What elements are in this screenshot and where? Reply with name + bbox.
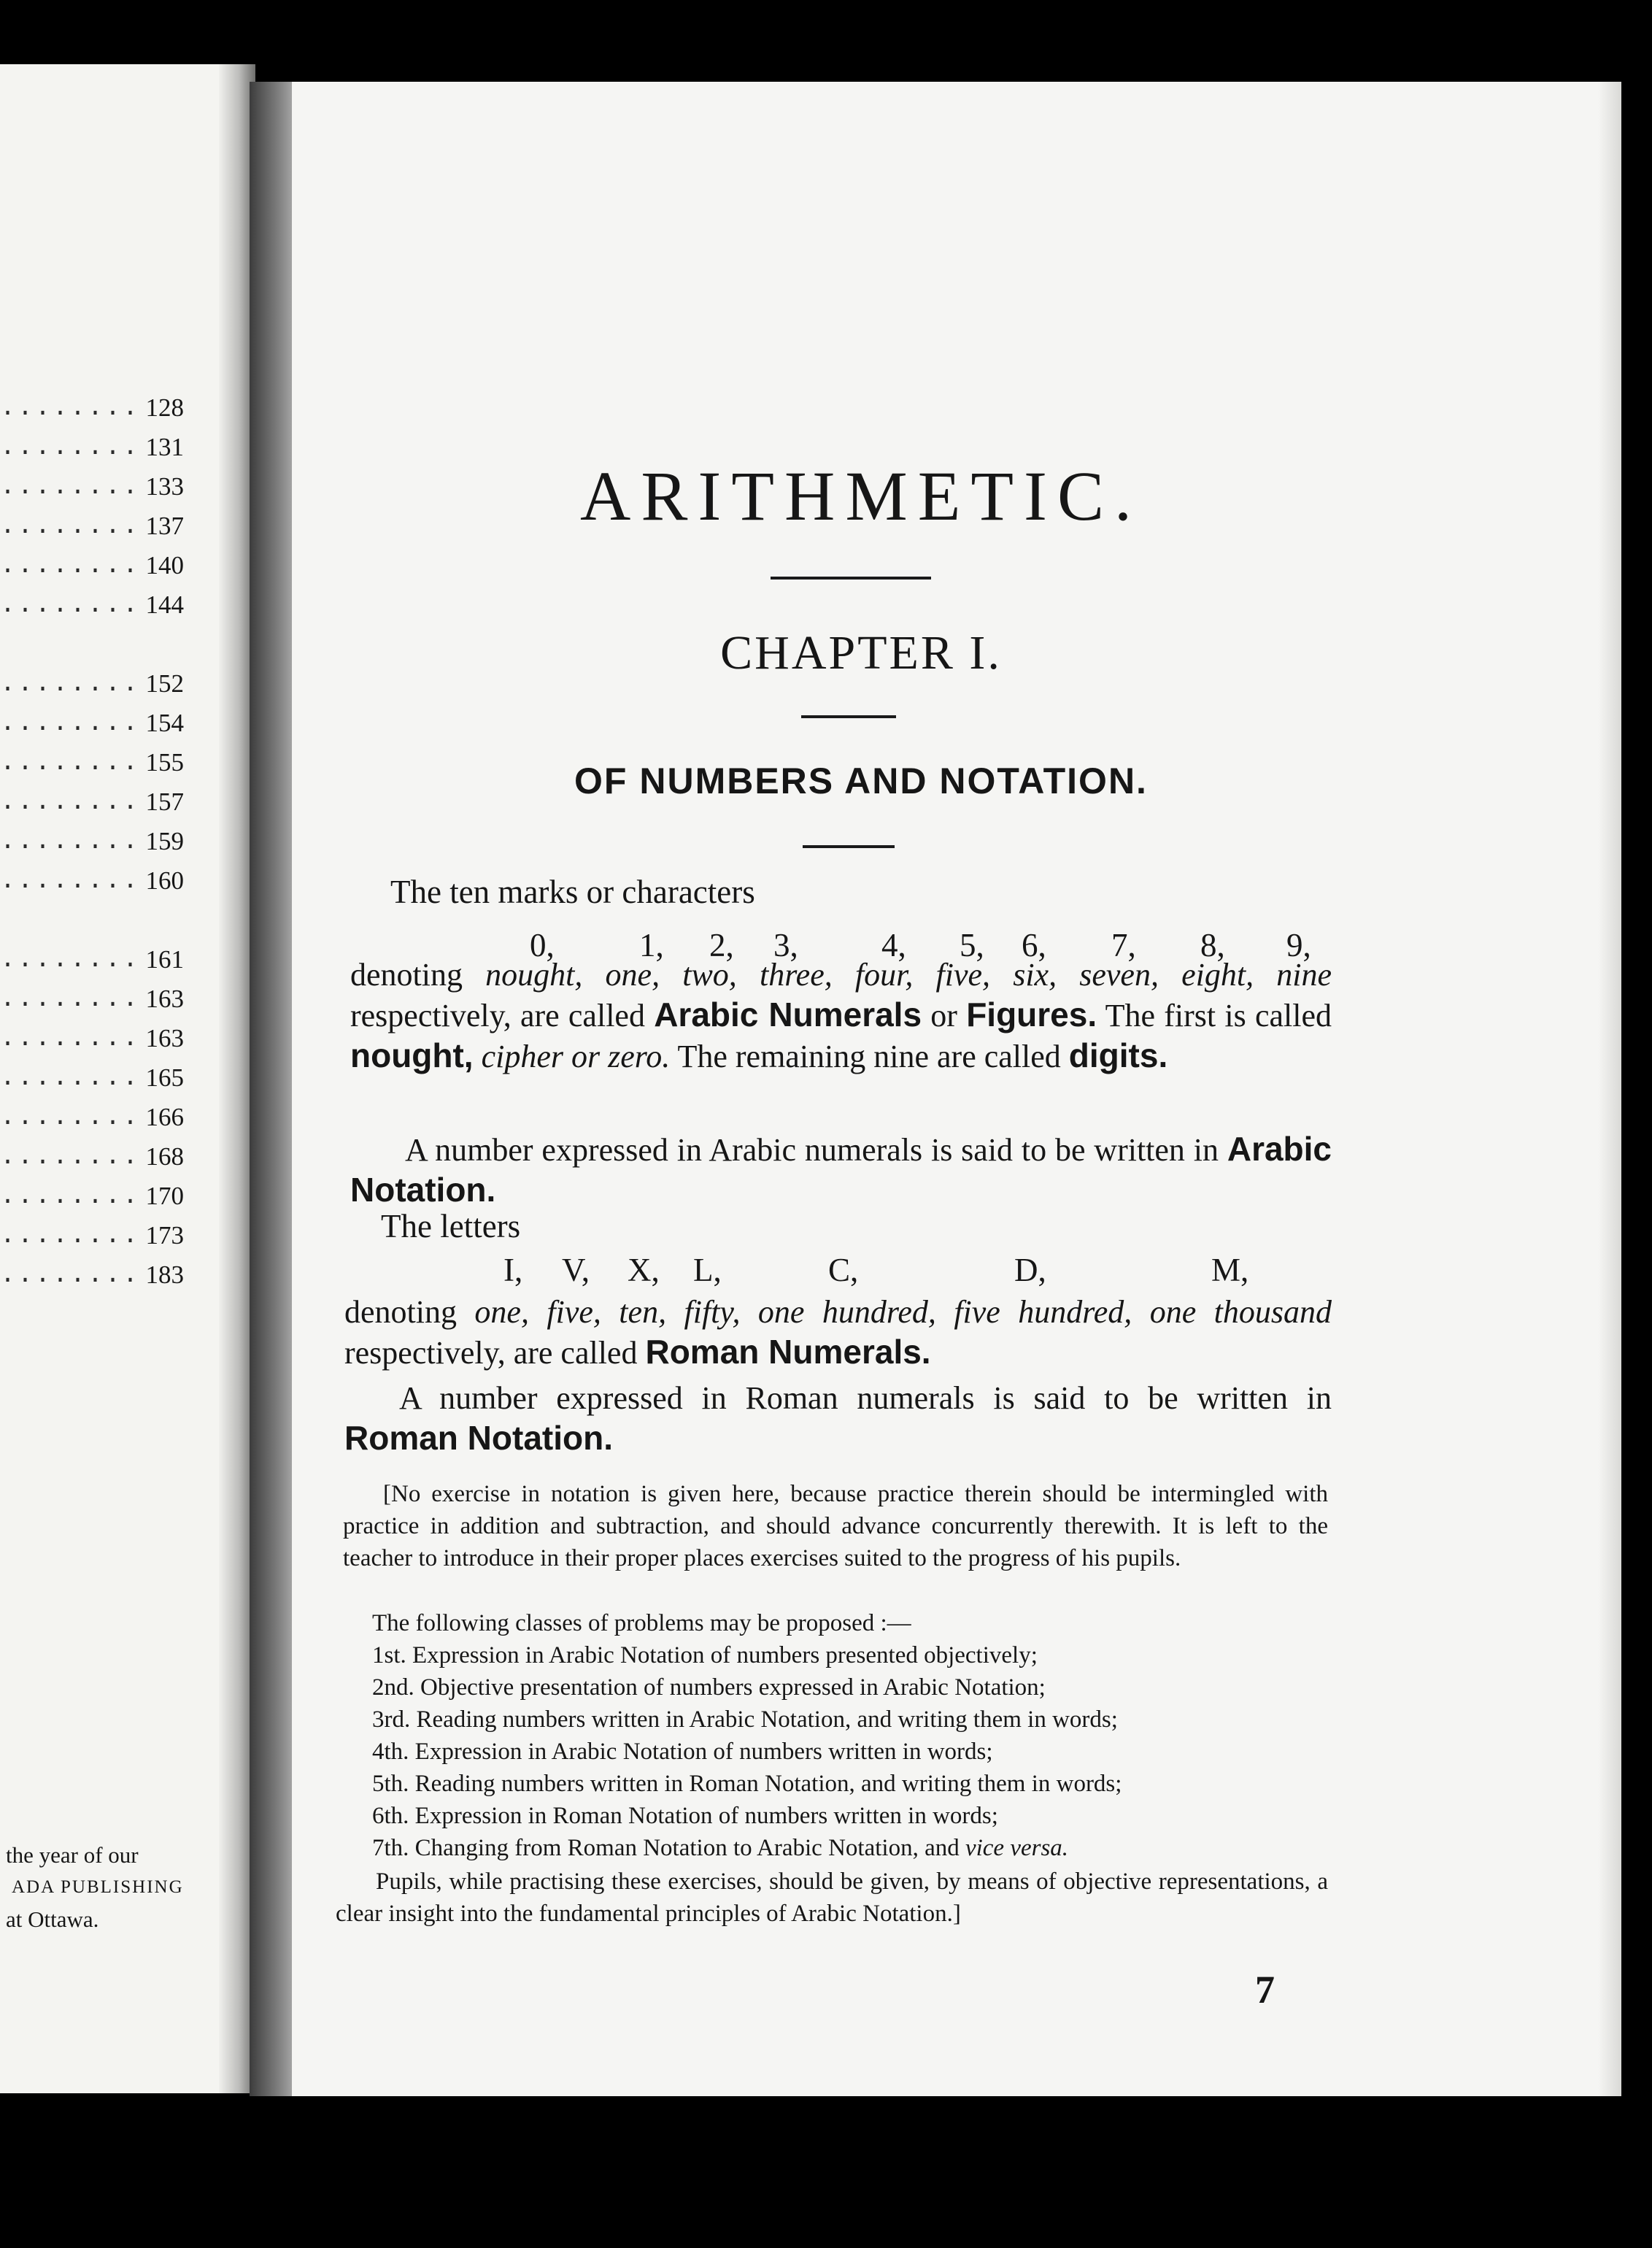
note-list-item: [372, 1832, 1068, 1864]
roman-numerals-row: [0, 1250, 1652, 1290]
toc-entry: [0, 428, 184, 467]
dot-leader: ........: [0, 945, 141, 974]
numeral: M,: [1211, 1252, 1249, 1288]
toc-entry: [0, 1058, 184, 1098]
note-paragraph: Pupils, while practising these exercises, should be given, by means of objective representations, a clear insight into the fundamental principles of Arabic Notation.]: [336, 1868, 1328, 1927]
numeral: X,: [628, 1252, 660, 1288]
dot-leader: ........: [0, 1182, 141, 1211]
numeral: 4,: [881, 927, 906, 963]
numeral: D,: [1014, 1252, 1046, 1288]
text: The first is called: [1105, 998, 1332, 1033]
toc-page-number: 183: [145, 1260, 184, 1289]
note-list-item: 2nd. Objective presentation of numbers expressed in Arabic Notation;: [372, 1674, 1046, 1701]
dot-leader: ........: [0, 1221, 141, 1250]
dot-leader: ........: [0, 669, 141, 698]
toc-entry: [0, 704, 184, 743]
chapter-rule: [801, 715, 896, 718]
numeral: 6,: [1022, 927, 1046, 963]
intro-text: The letters: [381, 1208, 521, 1244]
toc-page-number: 166: [145, 1103, 184, 1131]
text: A number expressed in Arabic numerals is said to be written in: [405, 1132, 1219, 1168]
dot-leader: ........: [0, 827, 141, 856]
toc-page-number: 128: [145, 393, 184, 422]
numeral: 7,: [1111, 927, 1136, 963]
numeral: 1,: [639, 927, 664, 963]
keyword-digits: digits.: [1068, 1036, 1168, 1074]
keyword-roman-notation: Roman Notation.: [344, 1419, 613, 1457]
dot-leader: ........: [0, 551, 141, 580]
keyword-roman-numerals: Roman Numerals.: [645, 1333, 931, 1371]
page-title: ARITHMETIC.: [580, 457, 1142, 535]
keyword-arabic-notation: Arabic Notation.: [350, 1130, 1332, 1209]
footer-line: the year of our: [6, 1842, 139, 1868]
numeral: C,: [828, 1252, 859, 1288]
toc-page-number: 157: [145, 788, 184, 816]
left-page-footer: [0, 1839, 219, 1936]
dot-leader: ........: [0, 709, 141, 738]
dot-leader: ........: [0, 1024, 141, 1053]
text: A number expressed in Roman numerals is said to be written in: [399, 1380, 1332, 1416]
keyword-figures: Figures.: [966, 996, 1097, 1033]
toc-entry: [0, 743, 184, 782]
toc-page-number: 152: [145, 669, 184, 698]
toc-page-number: 165: [145, 1063, 184, 1092]
text: denoting: [350, 957, 463, 993]
dot-leader: ........: [0, 590, 141, 620]
toc-entry: [0, 1137, 184, 1177]
note-list-item: 1st. Expression in Arabic Notation of numbers presented objectively;: [372, 1642, 1038, 1668]
dot-leader: ........: [0, 1142, 141, 1171]
text: 7th. Changing from Roman Notation to Arabic Notation, and: [372, 1835, 960, 1861]
toc-entry: [0, 388, 184, 428]
paragraph-roman-numerals: [344, 1292, 1332, 1373]
numeral: 9,: [1286, 927, 1311, 963]
section-heading: OF NUMBERS AND NOTATION.: [574, 761, 1148, 801]
numeral: 3,: [773, 927, 798, 963]
toc-page-number: 168: [145, 1142, 184, 1171]
toc-page-number: 159: [145, 827, 184, 855]
toc-page-number: 140: [145, 551, 184, 580]
keyword-nought: nought,: [350, 1036, 474, 1074]
numeral: V,: [562, 1252, 590, 1288]
text: respectively, are called: [344, 1335, 638, 1371]
text: The remaining nine are called: [677, 1039, 1061, 1074]
text: denoting: [344, 1294, 457, 1330]
toc-page-number: 137: [145, 512, 184, 540]
footer-line: at Ottawa.: [6, 1906, 99, 1932]
page-edge: [1598, 82, 1621, 2096]
toc-page-number: 163: [145, 1024, 184, 1052]
keyword-arabic-numerals: Arabic Numerals: [654, 996, 922, 1033]
italic-vice-versa: vice versa.: [965, 1835, 1069, 1861]
chapter-heading: CHAPTER I.: [720, 626, 1002, 680]
title-rule: [771, 577, 931, 580]
toc-page-number: 170: [145, 1182, 184, 1210]
numeral: 0,: [530, 927, 555, 963]
toc-entry: [0, 1019, 184, 1058]
note-list-item: 5th. Reading numbers written in Roman Notation, and writing them in words;: [372, 1771, 1122, 1797]
toc-entry: [0, 1177, 184, 1216]
note-list-item: 3rd. Reading numbers written in Arabic Notation, and writing them in words;: [372, 1706, 1118, 1733]
toc-page-number: 160: [145, 866, 184, 895]
footer-line: ADA PUBLISHING: [12, 1877, 184, 1897]
italic-number-words: one, five, ten, fifty, one hundred, five hundred, one thousand: [474, 1294, 1332, 1330]
toc-entry: [0, 861, 184, 901]
dot-leader: ........: [0, 788, 141, 817]
toc-page-number: 161: [145, 945, 184, 974]
numeral: L,: [693, 1252, 722, 1288]
page-number: 7: [1255, 1968, 1275, 2012]
toc-entry: [0, 507, 184, 546]
dot-leader: ........: [0, 393, 141, 423]
italic-number-words: nought, one, two, three, four, five, six, seven, eight, nine: [485, 957, 1332, 993]
note-list-item: 4th. Expression in Arabic Notation of numbers written in words;: [372, 1739, 993, 1765]
dot-leader: ........: [0, 512, 141, 541]
toc-entry: [0, 546, 184, 585]
toc-entry: [0, 979, 184, 1019]
section-rule: [803, 845, 895, 848]
dot-leader: ........: [0, 1103, 141, 1132]
dot-leader: ........: [0, 866, 141, 896]
numeral: 5,: [960, 927, 984, 963]
paragraph-intro: [381, 1206, 520, 1247]
note-list-item: 6th. Expression in Roman Notation of numbers written in words;: [372, 1803, 998, 1829]
text: or: [930, 998, 957, 1033]
toc-page-number: 154: [145, 709, 184, 737]
numeral: 2,: [709, 927, 734, 963]
paragraph-arabic-numerals: [350, 955, 1332, 1077]
text: respectively, are called: [350, 998, 645, 1033]
paragraph-intro: [390, 872, 755, 912]
italic-cipher-zero: cipher or zero.: [481, 1039, 671, 1074]
note-paragraph: [No exercise in notation is given here, because practice therein should be intermingled with practice in addition and subtraction, and should advance concurrently therewith. It is left to the teacher to introduce in their proper places exercises suited to the progress of his pupils.: [343, 1481, 1328, 1571]
dot-leader: ........: [0, 433, 141, 462]
toc-page-number: 155: [145, 748, 184, 777]
toc-entry: [0, 664, 184, 704]
numeral: 8,: [1200, 927, 1225, 963]
paragraph-arabic-notation: [350, 1129, 1332, 1211]
toc-entry: [0, 585, 184, 625]
toc-page-number: 173: [145, 1221, 184, 1250]
toc-entry: [0, 1098, 184, 1137]
toc-page-number: 131: [145, 433, 184, 461]
left-facing-page: [0, 64, 241, 2093]
toc-page-number: 133: [145, 472, 184, 501]
dot-leader: ........: [0, 1260, 141, 1290]
dot-leader: ........: [0, 1063, 141, 1093]
toc-page-number: 144: [145, 590, 184, 619]
note-line: The following classes of problems may be proposed :—: [372, 1610, 911, 1636]
intro-text: The ten marks or characters: [390, 874, 755, 910]
toc-entry: [0, 822, 184, 861]
dot-leader: ........: [0, 985, 141, 1014]
numeral: I,: [503, 1252, 523, 1288]
paragraph-roman-notation: [344, 1378, 1332, 1459]
dot-leader: ........: [0, 472, 141, 501]
toc-entry: [0, 467, 184, 507]
toc-entry: [0, 782, 184, 822]
toc-page-number: 163: [145, 985, 184, 1013]
dot-leader: ........: [0, 748, 141, 777]
toc-entry: [0, 1216, 184, 1255]
